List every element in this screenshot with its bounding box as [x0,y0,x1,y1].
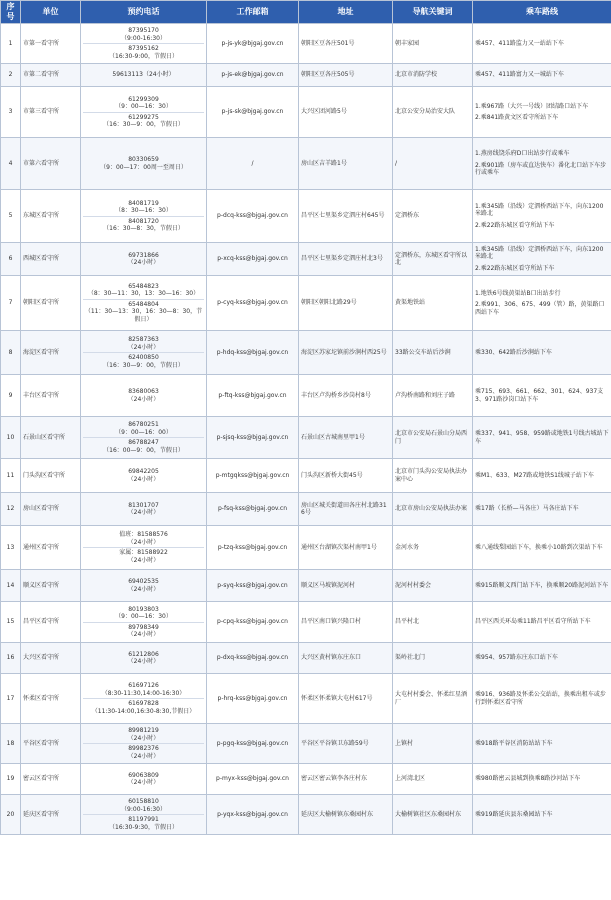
phone-line: （24小时） [127,585,160,593]
phone-divider [83,437,204,438]
address-cell: 顺义区马坡镇泥河村 [299,570,393,602]
phone-line: （24小时） [127,734,160,742]
row-number: 19 [1,764,21,795]
phone-divider [83,622,204,623]
route-cell [473,375,611,417]
nav-keyword-cell: 大屯村村委会、怀柔红星酒厂 [393,674,473,724]
phone-line: 59613113（24小时） [112,71,175,79]
phone-line: 62400850 [128,354,159,361]
unit-name: 东城区看守所 [21,190,81,243]
route-cell [473,602,611,643]
unit-name: 房山区看守所 [21,493,81,526]
phone-cell [81,64,207,87]
route-cell [473,331,611,375]
row-number: 9 [1,375,21,417]
row-number: 11 [1,459,21,493]
phone-cell [81,243,207,276]
route-line: 乘337、941、958、959路或地铁1号线古城站下车 [475,430,609,445]
header-phone: 预约电话 [81,1,207,24]
route-cell [473,190,611,243]
phone-line: 69731866 [128,251,159,259]
route-cell [473,243,611,276]
row-number: 10 [1,417,21,459]
phone-cell [81,138,207,190]
email-link: / [207,138,299,190]
route-cell [473,724,611,764]
email-link[interactable]: p-cpq-kss@bjgaj.gov.cn [207,602,299,643]
route-line: 1.乘345路（沿线）定泗桥西站下车，向东1200米路北 [475,202,604,218]
email-link[interactable]: p-js-ek@bjgaj.gov.cn [207,64,299,87]
email-link[interactable]: p-mtgqkss@bjgaj.gov.cn [207,459,299,493]
phone-line: 61697126 [128,682,159,689]
phone-cell [81,795,207,835]
phone-line: 61299275 [128,113,159,121]
route-cell [473,138,611,190]
route-cell [473,493,611,526]
unit-name: 石景山区看守所 [21,417,81,459]
address-cell: 房山区城关街道田各庄村北路316号 [299,493,393,526]
nav-keyword-cell: 昌平村北 [393,602,473,643]
phone-cell [81,602,207,643]
unit-name: 昌平区看守所 [21,602,81,643]
header-route: 乘车路线 [473,1,611,24]
address-cell: 朝阳区豆各庄505号 [299,64,393,87]
phone-line: 89982376 [128,745,159,752]
row-number: 1 [1,24,21,64]
phone-cell [81,331,207,375]
row-number: 6 [1,243,21,276]
unit-name: 海淀区看守所 [21,331,81,375]
email-link[interactable]: p-cyq-kss@bjgaj.gov.cn [207,276,299,331]
route-cell [473,795,611,835]
phone-line: （16：30—9：00，节假日） [103,121,184,128]
table-row [1,570,611,602]
nav-keyword-cell: 渠岭社北门 [393,643,473,674]
phone-line: （16：00—9：00，节假日） [103,446,184,454]
phone-line: （9:00-16:30） [121,805,166,813]
route-line: 2.乘22路东城区看守所站下车 [475,221,555,229]
address-cell: 朝阳区朝阳北路29号 [299,276,393,331]
address-cell: 昌平区七里渠乡定泗庄村645号 [299,190,393,243]
address-cell: 门头沟区新桥大街45号 [299,459,393,493]
nav-keyword-cell: 定泗桥东 [393,190,473,243]
address-cell: 大兴区团河路5号 [299,87,393,138]
route-cell [473,674,611,724]
email-link[interactable]: p-syq-kss@bjgaj.gov.cn [207,570,299,602]
phone-line: （24小时） [127,658,160,665]
phone-line: 89798349 [128,623,159,631]
phone-line: 值班：81588576 [119,531,168,538]
table-row [1,243,611,276]
phone-cell [81,643,207,674]
phone-line: 81197991 [128,816,159,823]
address-cell: 昌平区七里渠乡定泗庄村北3号 [299,243,393,276]
phone-divider [83,352,204,353]
phone-line: （24小时） [127,259,160,266]
phone-line: 80330659 [128,156,159,163]
route-cell [473,526,611,570]
phone-cell [81,526,207,570]
route-line: 乘457、411路监力又一站站下车 [475,39,564,47]
phone-line: （11：30—13：30，16：30—8：30，节假日） [84,308,203,323]
email-link[interactable]: p-xcq-kss@bjgaj.gov.cn [207,243,299,276]
nav-keyword-cell: 33路公交车站后沙涧 [393,331,473,375]
table-row [1,459,611,493]
table-body [1,24,611,835]
row-number: 17 [1,674,21,724]
table-row [1,87,611,138]
table-row [1,64,611,87]
row-number: 4 [1,138,21,190]
route-cell [473,570,611,602]
route-line: 乘916、936路及怀柔公交站站，换乘出租车或步行到怀柔区看守所 [475,691,606,706]
row-number: 13 [1,526,21,570]
table-row [1,493,611,526]
phone-line: （16：30—8：30，节假日） [103,225,184,232]
phone-line: 84081720 [128,217,159,225]
phone-line: 87395170 [128,27,159,34]
table-row [1,331,611,375]
address-cell: 丰台区卢沟桥乡沙岗村8号 [299,375,393,417]
table-row [1,643,611,674]
route-line: 乘330、642路后沙涧站下车 [475,348,552,356]
phone-line: （8：30—11：30，13：30—16：30） [87,290,200,298]
phone-divider [83,216,204,217]
nav-keyword-cell: 北京市消防学校 [393,64,473,87]
route-line: 1.乘967路（大兴一号线）团结路口站下车 [475,102,589,110]
route-line: 乘915路顺义西门站下车，换乘顺20路泥河站下车 [475,581,609,589]
nav-keyword-cell: 上河湾北区 [393,764,473,795]
phone-line: 83680063 [128,388,159,395]
address-cell: 房山区吉羊路1号 [299,138,393,190]
unit-name: 大兴区看守所 [21,643,81,674]
email-link[interactable]: p-myx-kss@bjgaj.gov.cn [207,764,299,795]
row-number: 2 [1,64,21,87]
email-link[interactable]: p-tzq-kss@bjgaj.gov.cn [207,526,299,570]
nav-keyword-cell: 北京公安分局治安大队 [393,87,473,138]
route-line: 乘M1、633、M27路或地铁S1线城子站下车 [475,471,594,479]
nav-keyword-cell: / [393,138,473,190]
route-cell [473,24,611,64]
address-cell: 大兴区黄村镇东庄东口 [299,643,393,674]
phone-cell [81,570,207,602]
row-number: 14 [1,570,21,602]
unit-name: 丰台区看守所 [21,375,81,417]
address-cell: 朝阳区豆各庄501号 [299,24,393,64]
phone-cell [81,674,207,724]
nav-keyword-cell: 北京市公安局石景山分局西门 [393,417,473,459]
nav-keyword-cell: 定泗桥东，东城区看守所以北 [393,243,473,276]
nav-keyword-cell: 朝丰家园 [393,24,473,64]
header-address: 地址 [299,1,393,24]
phone-cell [81,493,207,526]
unit-name: 市第六看守所 [21,138,81,190]
table-row [1,764,611,795]
address-cell: 石景山区古城南里甲1号 [299,417,393,459]
phone-divider [83,814,204,815]
table-row [1,526,611,570]
unit-name: 密云区看守所 [21,764,81,795]
phone-divider [83,43,204,44]
phone-line: 80193803 [128,605,159,613]
table-row [1,795,611,835]
unit-name: 门头沟区看守所 [21,459,81,493]
phone-cell [81,190,207,243]
row-number: 16 [1,643,21,674]
address-cell: 平谷区平谷镇卫东路59号 [299,724,393,764]
route-cell [473,276,611,331]
address-cell: 密云区密云镇李各庄村东 [299,764,393,795]
phone-line: 89981219 [128,727,159,734]
route-cell [473,459,611,493]
row-number: 15 [1,602,21,643]
route-line: 1.乘345路（沿线）定泗桥西站下车，向东1200米路北 [475,245,604,261]
phone-line: 65484804 [128,300,159,308]
route-line: 乘715、693、661、662、301、624、937支3、971路沙岗口站下车 [475,388,604,403]
unit-name: 怀柔区看守所 [21,674,81,724]
unit-name: 市第三看守所 [21,87,81,138]
address-cell: 怀柔区怀柔镇大屯村617号 [299,674,393,724]
email-link[interactable]: p-js-yk@bjgaj.gov.cn [207,24,299,64]
route-cell [473,764,611,795]
phone-cell [81,87,207,138]
phone-line: 家属：81588922 [119,549,168,556]
phone-line: （24小时） [127,475,160,483]
phone-line: 65484823 [128,282,159,290]
route-line: 乘919路延庆县东桑园站下车 [475,810,553,818]
phone-divider [83,743,204,744]
phone-divider [83,698,204,699]
unit-name: 西城区看守所 [21,243,81,276]
phone-line: 69063809 [128,771,159,779]
route-line: 乘980路密云县城到换乘8路沙河站下车 [475,775,581,783]
phone-line: 87395162 [128,45,159,52]
phone-line: （24小时） [127,556,160,564]
phone-line: （24小时） [127,538,160,546]
nav-keyword-cell: 泥河村村委会 [393,570,473,602]
phone-line: （11:30-14:00,16:30-8:30,节假日） [91,707,196,715]
table-row [1,674,611,724]
email-link[interactable]: p-fsq-kss@bjgaj.gov.cn [207,493,299,526]
phone-line: （16:30-9:00，节假日） [109,52,178,60]
table-row [1,276,611,331]
email-link[interactable]: p-ftq-kss@bjgaj.gov.cn [207,375,299,417]
header-email: 工作邮箱 [207,1,299,24]
address-cell: 通州区台湖镇次渠村南甲1号 [299,526,393,570]
nav-keyword-cell: 黄渠地铁站 [393,276,473,331]
nav-keyword-cell: 大榆树镇社区东桑园村东 [393,795,473,835]
table-header-row [1,1,611,24]
phone-line: 86788247 [128,439,159,446]
phone-line: （16:30-9:30，节假日） [109,823,178,831]
address-cell: 延庆区大榆树镇东桑园村东 [299,795,393,835]
nav-keyword-cell: 卢沟桥南路和刘庄子路 [393,375,473,417]
phone-cell [81,724,207,764]
phone-line: （24小时） [127,509,160,516]
phone-line: （24小时） [127,631,160,638]
phone-divider [83,547,204,548]
email-link[interactable]: p-yqx-kss@bjgaj.gov.cn [207,795,299,835]
phone-cell [81,375,207,417]
unit-name: 平谷区看守所 [21,724,81,764]
phone-line: 61697828 [128,700,159,707]
nav-keyword-cell: 北京市门头沟公安局执法办案中心 [393,459,473,493]
address-cell: 昌平区南口镇兴隆口村 [299,602,393,643]
route-line: 昌平区西关环岛乘11路昌平区看守所站下车 [475,618,591,626]
header-nav-keyword: 导航关键词 [393,1,473,24]
phone-line: 69402535 [128,578,159,585]
nav-keyword-cell: 金河水务 [393,526,473,570]
route-line: 乘17路（长桥—马各庄）马各庄站下车 [475,505,579,513]
email-link[interactable]: p-hdq-kss@bjgaj.gov.cn [207,331,299,375]
phone-line: 60158810 [128,798,159,805]
email-link[interactable]: p-pgq-kss@bjgaj.gov.cn [207,724,299,764]
phone-line: 81301707 [128,501,159,509]
route-line: 乘457、411路富力又一城站下车 [475,71,564,79]
route-cell [473,417,611,459]
phone-cell [81,459,207,493]
unit-name: 顺义区看守所 [21,570,81,602]
phone-line: （16：30—9：00，节假日） [103,361,184,369]
route-cell [473,64,611,87]
route-line: 2.乘991、306、675、499（管）路，黄渠路口西站下车 [475,301,605,316]
table-row [1,24,611,64]
nav-keyword-cell: 上镇村 [393,724,473,764]
route-line: 2.乘22路东城区看守所站下车 [475,264,555,272]
route-line: 乘918路平谷区消防站站下车 [475,739,553,747]
route-line: 2.乘901路（房车或直达快车）番化北口站下车步行或乘车 [475,161,607,177]
table-row [1,375,611,417]
phone-line: （9:00-16:30） [121,34,166,42]
phone-line: 69842205 [128,468,159,475]
phone-line: （8：30—16：30） [115,207,172,214]
table-row [1,138,611,190]
phone-line: （9：00—16：30） [115,103,172,110]
row-number: 5 [1,190,21,243]
table-row [1,417,611,459]
nav-keyword-cell: 北京市房山公安局执法办案 [393,493,473,526]
phone-cell [81,764,207,795]
unit-name: 市第二看守所 [21,64,81,87]
phone-line: 84081719 [128,199,159,207]
route-cell [473,643,611,674]
phone-line: （9：00—16：00） [115,428,172,436]
email-link[interactable]: p-dxq-kss@bjgaj.gov.cn [207,643,299,674]
phone-line: 61299309 [128,95,159,103]
phone-line: （24小时） [127,343,160,351]
phone-line: （9：00—17：00周一至周日） [100,163,187,171]
phone-line: 86780251 [128,421,159,428]
row-number: 3 [1,87,21,138]
phone-line: （24小时） [127,752,160,760]
table-row [1,724,611,764]
row-number: 12 [1,493,21,526]
unit-name: 延庆区看守所 [21,795,81,835]
route-line: 1.燕房线饶乐府D口出站步行或乘车 [475,150,570,158]
phone-divider [83,112,204,113]
route-line: 2.乘841路黄文区看守所站下车 [475,114,559,121]
phone-line: （9：00—16：30） [115,613,172,620]
email-link[interactable]: p-sjsq-kss@bjgaj.gov.cn [207,417,299,459]
email-link[interactable]: p-js-sk@bjgaj.gov.cn [207,87,299,138]
header-no: 序号 [1,1,21,24]
phone-line: （24小时） [127,779,160,786]
unit-name: 市第一看守所 [21,24,81,64]
header-unit: 单位 [21,1,81,24]
phone-line: 82587363 [128,336,159,343]
email-link[interactable]: p-hrq-kss@bjgaj.gov.cn [207,674,299,724]
row-number: 20 [1,795,21,835]
row-number: 8 [1,331,21,375]
phone-line: （8:30-11:30,14:00-16:30） [101,689,186,697]
unit-name: 通州区看守所 [21,526,81,570]
phone-cell [81,24,207,64]
phone-cell [81,417,207,459]
phone-divider [83,299,204,300]
table-row [1,602,611,643]
phone-cell [81,276,207,331]
row-number: 18 [1,724,21,764]
route-cell [473,87,611,138]
table-row [1,190,611,243]
unit-name: 朝阳区看守所 [21,276,81,331]
route-line: 乘954、957路东庄东口站下车 [475,654,558,662]
row-number: 7 [1,276,21,331]
route-line: 乘八通线梨园站下车，换乘小10路到次渠站下车 [475,543,603,551]
phone-line: （24小时） [127,395,160,403]
email-link[interactable]: p-dcq-kss@bjgaj.gov.cn [207,190,299,243]
phone-line: 61212806 [128,650,159,658]
address-cell: 海淀区苏家坨镇前沙涧村西25号 [299,331,393,375]
route-line: 1.地铁6号线黄渠站B口出站步行 [475,289,561,297]
